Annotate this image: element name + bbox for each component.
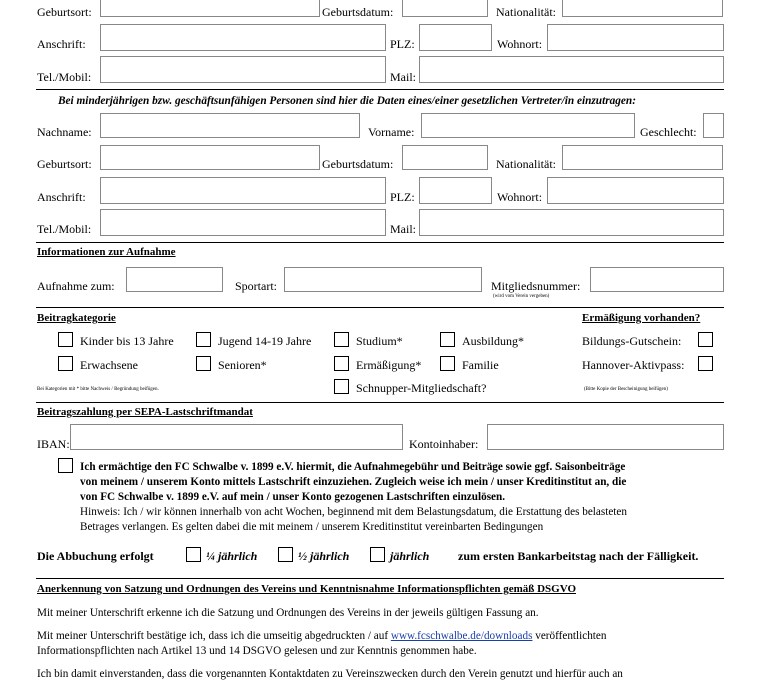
ermaessigung-heading: Ermäßigung vorhanden? bbox=[582, 312, 701, 324]
hannover-checkbox[interactable] bbox=[698, 356, 713, 371]
sepa-hint-line: Hinweis: Ich / wir können innerhalb von acht Wochen, beginnend mit dem Belastungsdatum, die Erstattung des belasteten bbox=[80, 506, 627, 518]
sportart-label: Sportart: bbox=[235, 279, 277, 293]
schnupper-label: Schnupper-Mitgliedschaft? bbox=[356, 381, 487, 395]
iban-field[interactable] bbox=[70, 424, 403, 450]
geburtsdatum-field[interactable] bbox=[402, 0, 488, 17]
geburtsdatum-label: Geburtsdatum: bbox=[322, 5, 394, 19]
yearly-checkbox[interactable] bbox=[370, 547, 385, 562]
sepa-mandate-line: von FC Schwalbe v. 1899 e.V. auf mein / unser Konto gezogenen Lastschriften einzulösen. bbox=[80, 491, 506, 503]
sepa-mandate-checkbox[interactable] bbox=[58, 458, 73, 473]
ermaessigung-checkbox[interactable] bbox=[334, 356, 349, 371]
guardian-geburtsort-label: Geburtsort: bbox=[37, 157, 92, 171]
ermaessigung-label: Ermäßigung* bbox=[356, 358, 422, 372]
dsgvo-p2-pre: Mit meiner Unterschrift bestätige ich, dass ich die umseitig abgedruckten / auf bbox=[37, 630, 391, 642]
kinder-label: Kinder bis 13 Jahre bbox=[80, 334, 174, 348]
schnupper-checkbox[interactable] bbox=[334, 379, 349, 394]
guardian-geschlecht-field[interactable] bbox=[703, 113, 724, 138]
hannover-label: Hannover-Aktivpass: bbox=[582, 358, 685, 372]
guardian-note: Bei minderjährigen bzw. geschäftsunfähigen Personen sind hier die Daten eines/einer gesetzlichen Vertreter/in einzutragen: bbox=[58, 95, 636, 107]
tel-label: Tel./Mobil: bbox=[37, 70, 92, 84]
mail-label: Mail: bbox=[390, 70, 416, 84]
kontoinhaber-field[interactable] bbox=[487, 424, 724, 450]
guardian-geschlecht-label: Geschlecht: bbox=[640, 125, 697, 139]
erwachsene-checkbox[interactable] bbox=[58, 356, 73, 371]
nationalitaet-label: Nationalität: bbox=[496, 5, 556, 19]
mitgliedsnummer-note: (wird vom Verein vergeben) bbox=[493, 294, 550, 299]
quarter-label: ¼ jährlich bbox=[206, 549, 258, 563]
sportart-field[interactable] bbox=[284, 267, 482, 292]
anschrift-label: Anschrift: bbox=[37, 37, 86, 51]
dsgvo-heading: Anerkennung von Satzung und Ordnungen des Vereins und Kenntnisnahme Informationspflichten gemäß DSGVO bbox=[37, 583, 577, 595]
guardian-geburtsdatum-label: Geburtsdatum: bbox=[322, 157, 394, 171]
geburtsort-label: Geburtsort: bbox=[37, 5, 92, 19]
dsgvo-p2 bbox=[37, 631, 606, 642]
divider bbox=[36, 89, 724, 90]
half-label: ½ jährlich bbox=[298, 549, 350, 563]
ausbildung-checkbox[interactable] bbox=[440, 332, 455, 347]
jugend-label: Jugend 14-19 Jahre bbox=[218, 334, 312, 348]
familie-checkbox[interactable] bbox=[440, 356, 455, 371]
dsgvo-p2-line2: Informationspflichten nach Artikel 13 und 14 DSGVO gelesen und zur Kenntnis genommen habe. bbox=[37, 645, 477, 657]
guardian-geburtsdatum-field[interactable] bbox=[402, 145, 488, 170]
guardian-vorname-label: Vorname: bbox=[368, 125, 415, 139]
guardian-wohnort-label: Wohnort: bbox=[497, 190, 543, 204]
guardian-mail-label: Mail: bbox=[390, 222, 416, 236]
guardian-anschrift-label: Anschrift: bbox=[37, 190, 86, 204]
senioren-checkbox[interactable] bbox=[196, 356, 211, 371]
divider bbox=[36, 242, 724, 243]
studium-checkbox[interactable] bbox=[334, 332, 349, 347]
iban-label: IBAN: bbox=[37, 437, 70, 451]
ausbildung-label: Ausbildung* bbox=[462, 334, 525, 348]
sepa-hint-line: Betrages verlangen. Es gelten dabei die mit meinem / unserem Kreditinstitut vereinbarten Bedingungen bbox=[80, 521, 544, 533]
familie-label: Familie bbox=[462, 358, 499, 372]
guardian-wohnort-field[interactable] bbox=[547, 177, 724, 204]
aufnahme-zum-field[interactable] bbox=[126, 267, 223, 292]
quarter-checkbox[interactable] bbox=[186, 547, 201, 562]
sepa-mandate-line: von meinem / unserem Konto mittels Lastschrift einzuziehen. Zugleich weise ich mein / unser Kreditinstitut an, die bbox=[80, 476, 627, 488]
geburtsort-field[interactable] bbox=[100, 0, 320, 17]
guardian-nationalitaet-label: Nationalität: bbox=[496, 157, 556, 171]
guardian-nachname-label: Nachname: bbox=[37, 125, 92, 139]
studium-label: Studium* bbox=[356, 334, 403, 348]
kinder-checkbox[interactable] bbox=[58, 332, 73, 347]
anschrift-field[interactable] bbox=[100, 24, 386, 51]
half-checkbox[interactable] bbox=[278, 547, 293, 562]
divider bbox=[36, 578, 724, 579]
guardian-geburtsort-field[interactable] bbox=[100, 145, 320, 170]
jugend-checkbox[interactable] bbox=[196, 332, 211, 347]
abbuchung-label: Die Abbuchung erfolgt bbox=[37, 549, 154, 563]
wohnort-label: Wohnort: bbox=[497, 37, 543, 51]
yearly-label: jährlich bbox=[390, 549, 430, 563]
abbuchung-suffix: zum ersten Bankarbeitstag nach der Fälligkeit. bbox=[458, 549, 699, 563]
sepa-mandate-line: Ich ermächtige den FC Schwalbe v. 1899 e.V. hiermit, die Aufnahmegebühr und Beiträge sowie ggf. Saisonbeiträge bbox=[80, 461, 626, 473]
plz-label: PLZ: bbox=[390, 37, 415, 51]
kontoinhaber-label: Kontoinhaber: bbox=[409, 437, 479, 451]
bildung-label: Bildungs-Gutschein: bbox=[582, 334, 682, 348]
guardian-nationalitaet-field[interactable] bbox=[562, 145, 723, 170]
bildung-checkbox[interactable] bbox=[698, 332, 713, 347]
erwachsene-label: Erwachsene bbox=[80, 358, 138, 372]
senioren-label: Senioren* bbox=[218, 358, 267, 372]
dsgvo-p1: Mit meiner Unterschrift erkenne ich die Satzung und Ordnungen des Vereins in der jeweils gültigen Fassung an. bbox=[37, 607, 539, 619]
guardian-plz-field[interactable] bbox=[419, 177, 492, 204]
aufnahme-zum-label: Aufnahme zum: bbox=[37, 279, 115, 293]
dsgvo-p2-post: veröffentlichten bbox=[532, 630, 607, 642]
plz-field[interactable] bbox=[419, 24, 492, 51]
guardian-plz-label: PLZ: bbox=[390, 190, 415, 204]
guardian-nachname-field[interactable] bbox=[100, 113, 360, 138]
guardian-tel-field[interactable] bbox=[100, 209, 386, 236]
mitgliedsnummer-label: Mitgliedsnummer: bbox=[491, 279, 581, 293]
guardian-tel-label: Tel./Mobil: bbox=[37, 222, 92, 236]
downloads-link[interactable]: www.fcschwalbe.de/downloads bbox=[390, 630, 533, 642]
divider bbox=[36, 307, 724, 308]
guardian-anschrift-field[interactable] bbox=[100, 177, 386, 204]
mail-field[interactable] bbox=[419, 56, 724, 83]
sepa-heading: Beitragszahlung per SEPA-Lastschriftmandat bbox=[37, 406, 253, 418]
beitrag-footnote: Bei Kategorien mit * bitte Nachweis / Begründung beifügen. bbox=[37, 387, 159, 392]
guardian-vorname-field[interactable] bbox=[421, 113, 635, 138]
beitrag-heading: Beitragkategorie bbox=[37, 312, 116, 324]
nationalitaet-field[interactable] bbox=[562, 0, 723, 17]
divider bbox=[36, 402, 724, 403]
guardian-mail-field[interactable] bbox=[419, 209, 724, 236]
wohnort-field[interactable] bbox=[547, 24, 724, 51]
dsgvo-p3: Ich bin damit einverstanden, dass die vorgenannten Kontaktdaten zu Vereinszwecken durch den Verein genutzt und hierfür auch an bbox=[37, 668, 623, 680]
tel-field[interactable] bbox=[100, 56, 386, 83]
aufnahme-heading: Informationen zur Aufnahme bbox=[37, 246, 176, 258]
mitgliedsnummer-field[interactable] bbox=[590, 267, 724, 292]
ermaessigung-note: (Bitte Kopie der Bescheinigung beifügen) bbox=[584, 387, 668, 392]
